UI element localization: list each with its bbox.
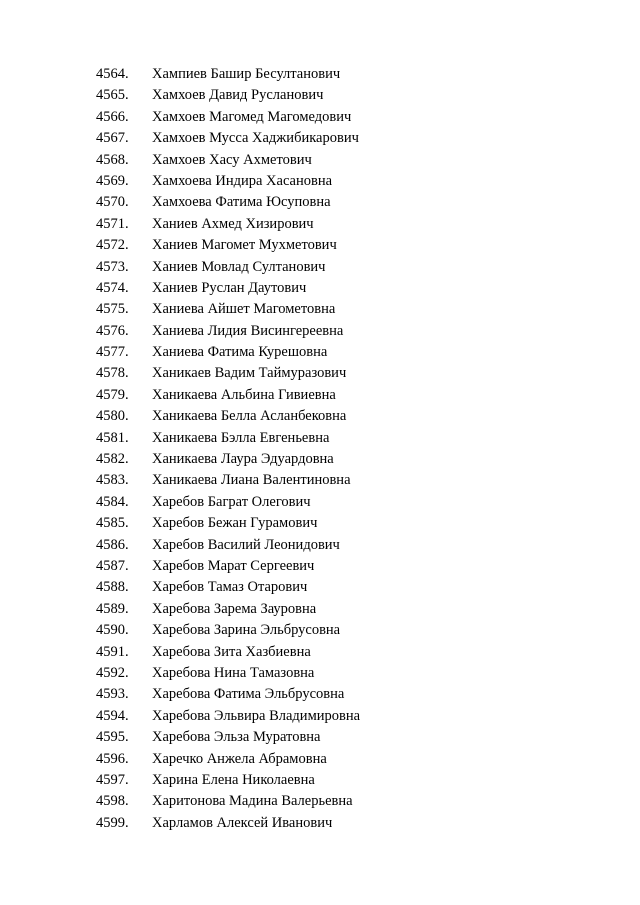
list-item — [96, 257, 360, 278]
list-item — [96, 577, 360, 598]
entry-name: Харебова Зарема Зауровна — [152, 600, 317, 617]
list-item — [96, 492, 360, 513]
list-item — [96, 150, 360, 171]
list-item — [96, 278, 360, 299]
list-item — [96, 363, 360, 384]
entry-number: 4583. — [96, 472, 129, 489]
entry-number: 4598. — [96, 793, 129, 810]
list-item — [96, 620, 360, 641]
entry-name: Харламов Алексей Иванович — [152, 814, 333, 831]
entry-number: 4575. — [96, 301, 129, 318]
entry-name: Ханиева Айшет Магометовна — [152, 301, 336, 318]
list-item — [96, 235, 360, 256]
entry-name: Харебова Эльза Муратовна — [152, 729, 321, 746]
list-item — [96, 171, 360, 192]
entry-name: Ханикаева Альбина Гивиевна — [152, 386, 336, 403]
entry-number: 4578. — [96, 365, 129, 382]
entry-name: Хамхоев Мусса Хаджибикарович — [152, 130, 359, 147]
numbered-name-list — [96, 64, 360, 834]
entry-name: Хамхоева Индира Хасановна — [152, 172, 333, 189]
entry-number: 4570. — [96, 194, 129, 211]
entry-number: 4589. — [96, 600, 129, 617]
entry-number: 4573. — [96, 258, 129, 275]
entry-name: Ханиев Ахмед Хизирович — [152, 215, 314, 232]
entry-number: 4591. — [96, 643, 129, 660]
entry-name: Харебов Марат Сергеевич — [152, 557, 315, 574]
list-item — [96, 813, 360, 834]
entry-number: 4576. — [96, 322, 129, 339]
entry-number: 4587. — [96, 557, 129, 574]
entry-number: 4569. — [96, 172, 129, 189]
entry-name: Ханикаева Белла Асланбековна — [152, 408, 347, 425]
list-item — [96, 107, 360, 128]
entry-name: Ханиев Магомет Мухметович — [152, 237, 337, 254]
entry-name: Харебов Баграт Олегович — [152, 493, 311, 510]
entry-number: 4584. — [96, 493, 129, 510]
entry-name: Ханиева Фатима Курешовна — [152, 344, 328, 361]
entry-name: Харебов Тамаз Отарович — [152, 579, 308, 596]
entry-number: 4582. — [96, 451, 129, 468]
entry-name: Харебов Бежан Гурамович — [152, 515, 318, 532]
entry-number: 4586. — [96, 536, 129, 553]
list-item — [96, 449, 360, 470]
entry-name: Ханикаева Лиана Валентиновна — [152, 472, 351, 489]
entry-number: 4597. — [96, 771, 129, 788]
list-item — [96, 535, 360, 556]
entry-name: Хамхоев Давид Русланович — [152, 87, 324, 104]
entry-number: 4595. — [96, 729, 129, 746]
entry-number: 4596. — [96, 750, 129, 767]
entry-number: 4580. — [96, 408, 129, 425]
entry-number: 4572. — [96, 237, 129, 254]
entry-name: Хамхоев Хасу Ахметович — [152, 151, 312, 168]
entry-number: 4567. — [96, 130, 129, 147]
list-item — [96, 791, 360, 812]
entry-number: 4574. — [96, 279, 129, 296]
list-item — [96, 770, 360, 791]
list-item — [96, 470, 360, 491]
list-item — [96, 192, 360, 213]
list-item — [96, 406, 360, 427]
entry-name: Харебова Фатима Эльбрусовна — [152, 686, 345, 703]
list-item — [96, 385, 360, 406]
entry-name: Ханикаева Бэлла Евгеньевна — [152, 429, 330, 446]
entry-number: 4579. — [96, 386, 129, 403]
list-item — [96, 128, 360, 149]
entry-number: 4566. — [96, 108, 129, 125]
entry-name: Харина Елена Николаевна — [152, 771, 315, 788]
entry-name: Ханикаев Вадим Таймуразович — [152, 365, 347, 382]
list-item — [96, 599, 360, 620]
list-item — [96, 663, 360, 684]
entry-number: 4565. — [96, 87, 129, 104]
entry-number: 4594. — [96, 707, 129, 724]
list-item — [96, 342, 360, 363]
list-item — [96, 214, 360, 235]
list-item — [96, 321, 360, 342]
entry-number: 4568. — [96, 151, 129, 168]
entry-name: Ханиев Мовлад Султанович — [152, 258, 326, 275]
list-item — [96, 727, 360, 748]
entry-name: Ханикаева Лаура Эдуардовна — [152, 451, 334, 468]
entry-number: 4599. — [96, 814, 129, 831]
entry-number: 4564. — [96, 66, 129, 82]
entry-number: 4577. — [96, 344, 129, 361]
entry-name: Ханиев Руслан Даутович — [152, 279, 307, 296]
list-item — [96, 749, 360, 770]
entry-name: Харитонова Мадина Валерьевна — [152, 793, 353, 810]
list-item — [96, 706, 360, 727]
entry-number: 4590. — [96, 622, 129, 639]
entry-number: 4593. — [96, 686, 129, 703]
entry-number: 4571. — [96, 215, 129, 232]
entry-number: 4581. — [96, 429, 129, 446]
list-item — [96, 299, 360, 320]
list-item — [96, 513, 360, 534]
list-item — [96, 684, 360, 705]
entry-name: Ханиева Лидия Висингереевна — [152, 322, 344, 339]
entry-name: Хамхоев Магомед Магомедович — [152, 108, 352, 125]
entry-name: Харебова Нина Тамазовна — [152, 664, 315, 681]
entry-number: 4585. — [96, 515, 129, 532]
list-item — [96, 556, 360, 577]
entry-name: Харебова Зарина Эльбрусовна — [152, 622, 341, 639]
entry-name: Хампиев Башир Бесултанович — [152, 66, 341, 82]
entry-name: Харечко Анжела Абрамовна — [152, 750, 327, 767]
entry-name: Харебова Зита Хазбиевна — [152, 643, 311, 660]
entry-number: 4592. — [96, 664, 129, 681]
entry-name: Харебов Василий Леонидович — [152, 536, 340, 553]
entry-name: Хамхоева Фатима Юсуповна — [152, 194, 331, 211]
list-item — [96, 428, 360, 449]
entry-name: Харебова Эльвира Владимировна — [152, 707, 361, 724]
entry-number: 4588. — [96, 579, 129, 596]
list-item — [96, 64, 360, 85]
list-item — [96, 85, 360, 106]
list-item — [96, 642, 360, 663]
